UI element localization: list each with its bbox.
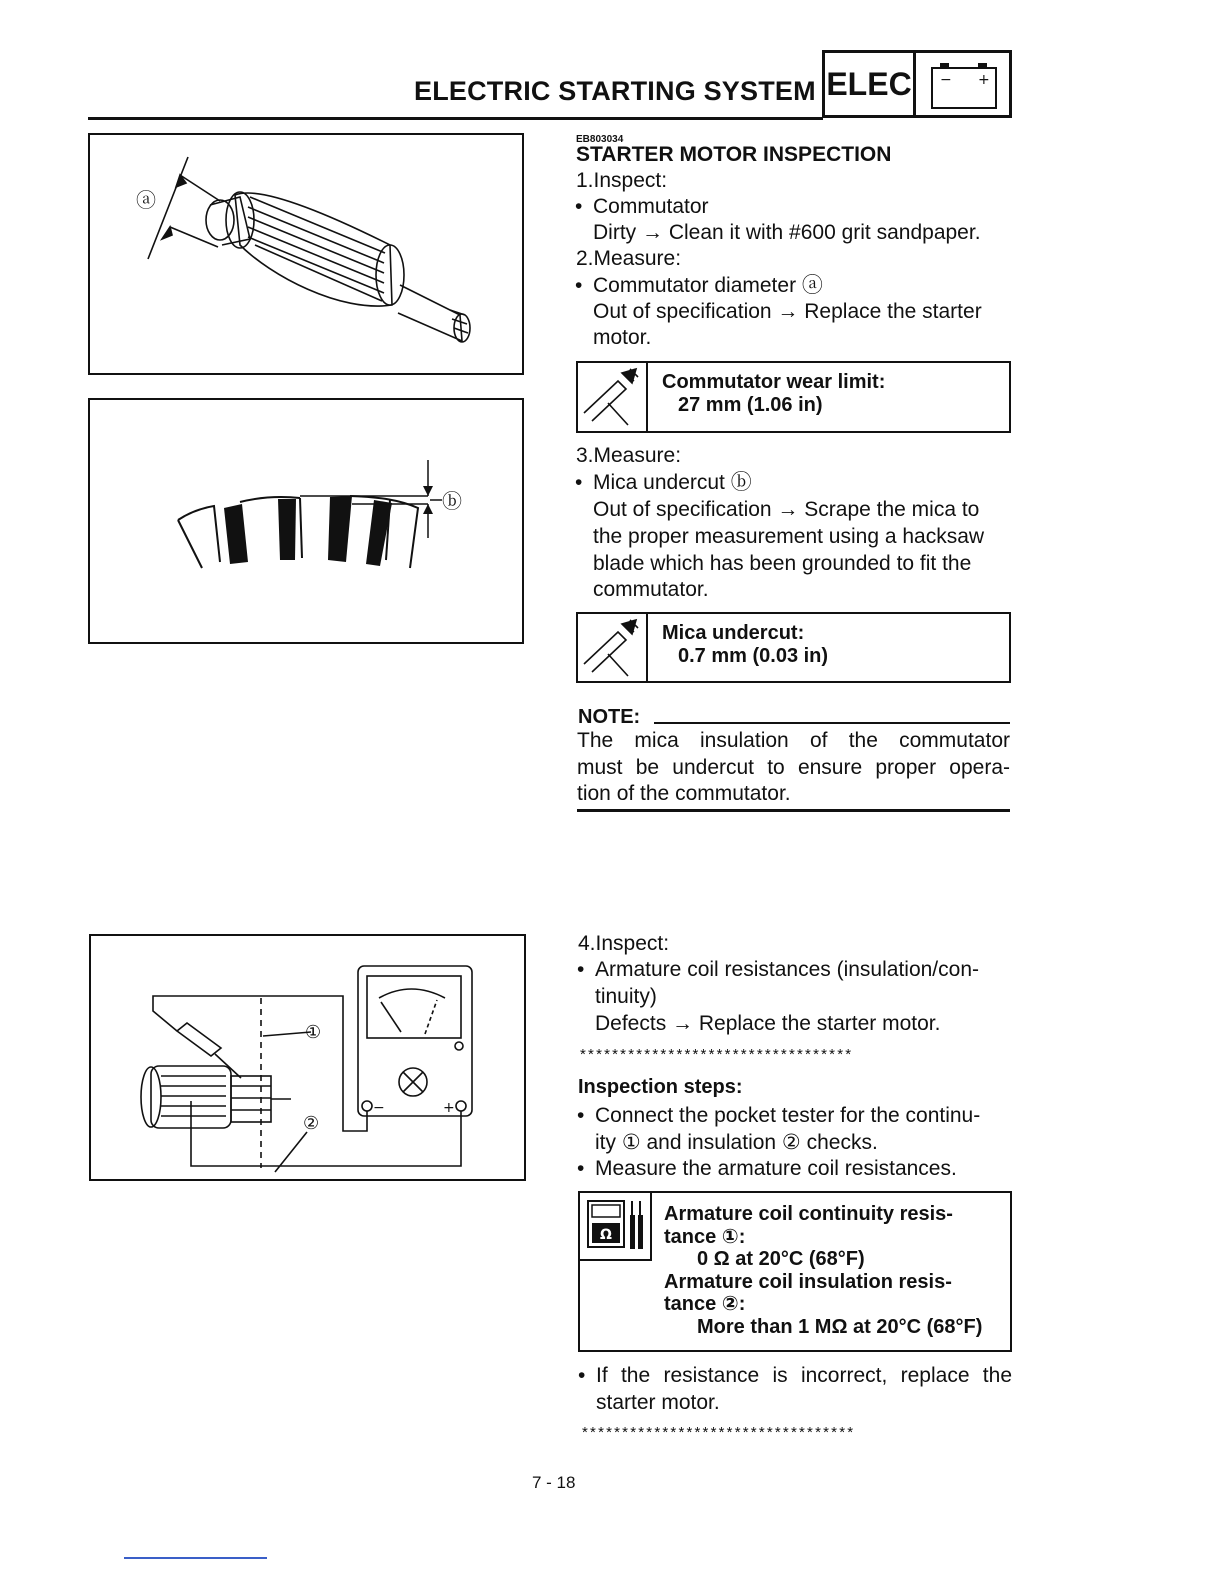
stars-divider-bottom: ********************************** bbox=[582, 1424, 856, 1441]
section-badge: ELEC bbox=[822, 50, 916, 118]
note-line-3: tion of the commutator. bbox=[577, 782, 791, 805]
step-1-item: • Commutator bbox=[593, 194, 709, 221]
page-number: 7 - 18 bbox=[532, 1473, 576, 1492]
mica-undercut-illustration bbox=[90, 400, 522, 642]
pocket-tester-illustration bbox=[91, 936, 524, 1179]
procedure-title: Inspection steps: bbox=[578, 1076, 743, 1098]
callout-a: ⓐ bbox=[136, 188, 156, 212]
battery-icon bbox=[916, 53, 1009, 118]
continuity-value: 0 Ω at 20°C (68°F) bbox=[697, 1248, 865, 1270]
figure-pocket-tester bbox=[89, 934, 526, 1181]
step-4-item-2: tinuity) bbox=[595, 985, 657, 1008]
step-2-detail-1: Out of specification → Replace the starter bbox=[593, 300, 982, 323]
battery-icon-box bbox=[916, 50, 1012, 118]
step-2-label: 2.Measure: bbox=[576, 247, 682, 270]
step-3-detail-4: commutator. bbox=[593, 578, 709, 601]
insulation-label-2: tance ②: bbox=[664, 1293, 746, 1315]
procedure-step-1-line-1: • Connect the pocket tester for the continu- bbox=[595, 1103, 980, 1130]
continuity-label-1: Armature coil continuity resis- bbox=[664, 1203, 953, 1225]
step-3-item: • Mica undercut ⓑ bbox=[593, 470, 752, 497]
section-code: EB803034 bbox=[576, 134, 624, 145]
wear-limit-label: Commutator wear limit: bbox=[662, 371, 886, 393]
mica-value: 0.7 mm (0.03 in) bbox=[678, 645, 829, 667]
procedure-step-1-line-2: ity ① and insulation ② checks. bbox=[595, 1131, 878, 1154]
spec-armature-resistance bbox=[578, 1191, 1012, 1352]
note-label: NOTE: bbox=[578, 706, 641, 728]
step-2-detail-2: motor. bbox=[593, 326, 652, 349]
caliper-icon bbox=[578, 363, 644, 431]
pocket-tester-icon bbox=[580, 1193, 648, 1257]
battery-plus-label: + bbox=[978, 72, 990, 88]
mica-label: Mica undercut: bbox=[662, 622, 805, 644]
wear-limit-value: 27 mm (1.06 in) bbox=[678, 394, 823, 416]
section-title: STARTER MOTOR INSPECTION bbox=[576, 143, 892, 166]
step-4-item-1: • Armature coil resistances (insulation/con- bbox=[595, 957, 979, 984]
footer-link-rule bbox=[124, 1557, 267, 1559]
battery-minus-label: − bbox=[940, 72, 952, 88]
step-4-detail: Defects → Replace the starter motor. bbox=[595, 1012, 941, 1035]
step-3-detail-1: Out of specification → Scrape the mica to bbox=[593, 498, 980, 521]
figure-armature bbox=[88, 133, 524, 375]
meter-minus: − bbox=[373, 1100, 385, 1116]
spec-mica-undercut bbox=[576, 612, 1011, 683]
step-3-detail-3: blade which has been grounded to fit the bbox=[593, 552, 972, 575]
step-4-label: 4.Inspect: bbox=[578, 932, 670, 955]
note-line-1: The mica insulation of the commutator bbox=[577, 729, 1010, 752]
armature-illustration bbox=[90, 135, 522, 373]
spec-commutator-wear bbox=[576, 361, 1011, 433]
note-bottom-rule bbox=[577, 809, 1010, 812]
callout-1: ① bbox=[305, 1022, 322, 1043]
note-line-2: must be undercut to ensure proper opera- bbox=[577, 756, 1010, 779]
callout-b: ⓑ bbox=[442, 489, 462, 513]
note-top-rule bbox=[654, 722, 1010, 724]
step-1-detail: Dirty → Clean it with #600 grit sandpaper. bbox=[593, 221, 981, 244]
tester-ohm-symbol: Ω bbox=[600, 1227, 612, 1243]
page-title: ELECTRIC STARTING SYSTEM bbox=[414, 76, 816, 106]
header-rule bbox=[88, 117, 823, 120]
caliper-icon-cell bbox=[578, 363, 648, 431]
stars-divider-top: ********************************** bbox=[580, 1046, 854, 1063]
step-2-item: • Commutator diameter ⓐ bbox=[593, 273, 823, 300]
tester-icon-cell bbox=[580, 1193, 652, 1261]
insulation-label-1: Armature coil insulation resis- bbox=[664, 1270, 952, 1293]
step-3-label: 3.Measure: bbox=[576, 444, 682, 467]
meter-plus: + bbox=[443, 1100, 455, 1116]
insulation-value: More than 1 MΩ at 20°C (68°F) bbox=[697, 1315, 983, 1338]
figure-mica-undercut bbox=[88, 398, 524, 644]
callout-2: ② bbox=[303, 1113, 320, 1134]
procedure-step-2: • Measure the armature coil resistances. bbox=[595, 1156, 957, 1183]
step-1-label: 1.Inspect: bbox=[576, 169, 668, 192]
step-3-detail-2: the proper measurement using a hacksaw bbox=[593, 525, 985, 548]
continuity-label-2: tance ①: bbox=[664, 1225, 746, 1248]
caliper-icon bbox=[578, 614, 644, 681]
caliper-icon-cell bbox=[578, 614, 648, 681]
final-instruction-line-2: starter motor. bbox=[596, 1391, 720, 1414]
final-instruction-line-1: • If the resistance is incorrect, replace the bbox=[596, 1363, 1012, 1390]
